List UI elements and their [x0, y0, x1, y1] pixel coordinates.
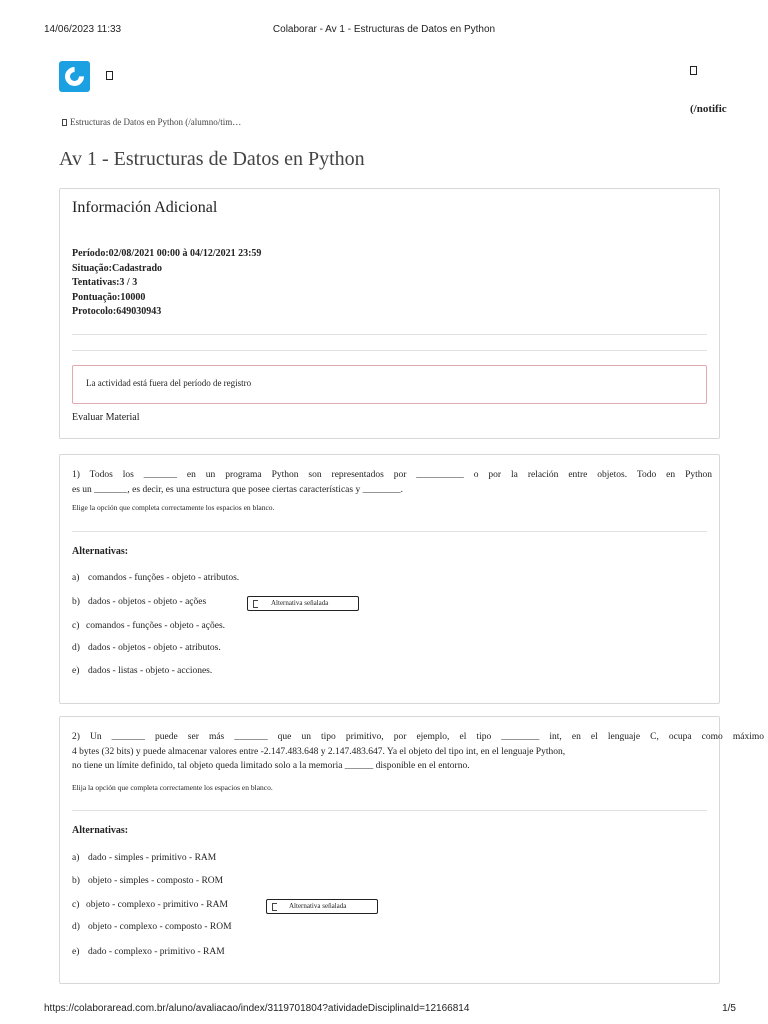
option-text: dados - listas - objeto - acciones.: [88, 666, 213, 676]
option-text: dado - simples - primitivo - RAM: [88, 853, 217, 863]
breadcrumb[interactable]: [62, 117, 241, 127]
option-letter: d): [72, 922, 80, 932]
print-header: [0, 24, 768, 38]
alternatives-heading: Alternativas:: [72, 546, 129, 557]
situacao-value: Situação:Cadastrado: [72, 262, 163, 274]
colaborar-logo-icon[interactable]: [59, 61, 90, 92]
question-line: es un _______, es decir, es una estructura que posee ciertas características y ________.: [72, 484, 403, 495]
print-datetime: 14/06/2023 11:33: [44, 24, 122, 35]
question-hint: Elige la opción que completa correctamente los espacios en blanco.: [72, 503, 275, 512]
period-alert: [72, 365, 707, 404]
print-url: https://colaboraread.com.br/aluno/avaliacao/index/3119701804?atividadeDisciplinaId=12166814: [44, 1003, 470, 1014]
option-letter: e): [72, 666, 80, 676]
info-heading: Información Adicional: [72, 199, 218, 216]
selected-answer-badge: [247, 596, 359, 611]
option-letter: b): [72, 876, 80, 886]
option-letter: b): [72, 597, 80, 607]
print-footer: [0, 1003, 768, 1017]
breadcrumb-link[interactable]: Estructuras de Datos en Python (/alumno/tim…: [70, 117, 242, 127]
notifications-link[interactable]: (/notific: [690, 103, 727, 115]
info-card: [59, 188, 720, 439]
option-text: dados - objetos - objeto - atributos.: [88, 643, 221, 653]
print-title: Colaborar - Av 1 - Estructuras de Datos en Python: [272, 24, 496, 35]
question-line: 4 bytes (32 bits) y puede almacenar valores entre -2.147.483.648 y 2.147.483.647. Ya el objeto del tipo int, en el lenguaje Python,: [72, 746, 566, 757]
selected-answer-badge: [266, 899, 378, 914]
question-text: [72, 730, 764, 774]
divider: [72, 350, 707, 351]
selected-answer-label: Alternativa señalada: [289, 902, 347, 910]
option-text: comandos - funções - objeto - ações.: [86, 621, 226, 631]
menu-icon[interactable]: [106, 71, 113, 80]
selected-answer-label: Alternativa señalada: [271, 599, 329, 607]
question-line: 2) Un _______ puede ser más _______ que un tipo primitivo, por ejemplo, el tipo ________ int, en el lenguaje C, ocupa como máximo: [72, 732, 764, 742]
option-text: objeto - simples - composto - ROM: [88, 876, 224, 886]
option-letter: a): [72, 853, 80, 863]
pontuacao-value: Pontuação:10000: [72, 291, 146, 303]
evaluate-material-link[interactable]: Evaluar Material: [72, 412, 140, 423]
protocolo-value: Protocolo:649030943: [72, 306, 162, 317]
option-letter: e): [72, 947, 80, 957]
option-letter: c): [72, 621, 80, 631]
divider: [72, 334, 707, 335]
question-card-1: [59, 454, 720, 704]
divider: [72, 810, 707, 811]
option-letter: c): [72, 900, 80, 910]
question-line: no tiene un límite definido, tal objeto queda limitado solo a la memoria ______ disponible en el entorno.: [72, 761, 470, 771]
page-title: Av 1 - Estructuras de Datos en Python: [59, 148, 365, 170]
option-letter: a): [72, 573, 80, 583]
option-text: dado - complexo - primitivo - RAM: [88, 947, 225, 957]
question-card-2: [59, 716, 764, 984]
alert-message: La actividad está fuera del período de registro: [86, 378, 252, 388]
question-text: [72, 468, 724, 497]
option-text: objeto - complexo - composto - ROM: [88, 922, 232, 932]
option-letter: d): [72, 643, 80, 653]
divider: [72, 531, 707, 532]
checkbox-icon: [272, 903, 277, 911]
option-text: objeto - complexo - primitivo - RAM: [86, 900, 228, 910]
checkbox-icon: [253, 600, 258, 608]
print-page-number: 1/5: [722, 1003, 736, 1014]
option-text: comandos - funções - objeto - atributos.: [88, 573, 240, 583]
alternatives-heading: Alternativas:: [72, 825, 129, 836]
question-line: 1) Todos los _______ en un programa Python son representados por __________ o por la relación entre objetos. Todo en Python: [72, 470, 712, 480]
tentativas-value: Tentativas:3 / 3: [72, 277, 138, 288]
back-icon: [62, 119, 67, 126]
question-hint: Elija la opción que completa correctamente los espacios en blanco.: [72, 783, 273, 792]
info-details: [72, 247, 261, 320]
periodo-value: Período:02/08/2021 00:00 à 04/12/2021 23:59: [72, 248, 262, 259]
option-text: dados - objetos - objeto - ações: [88, 597, 207, 607]
notification-icon[interactable]: [690, 66, 697, 75]
